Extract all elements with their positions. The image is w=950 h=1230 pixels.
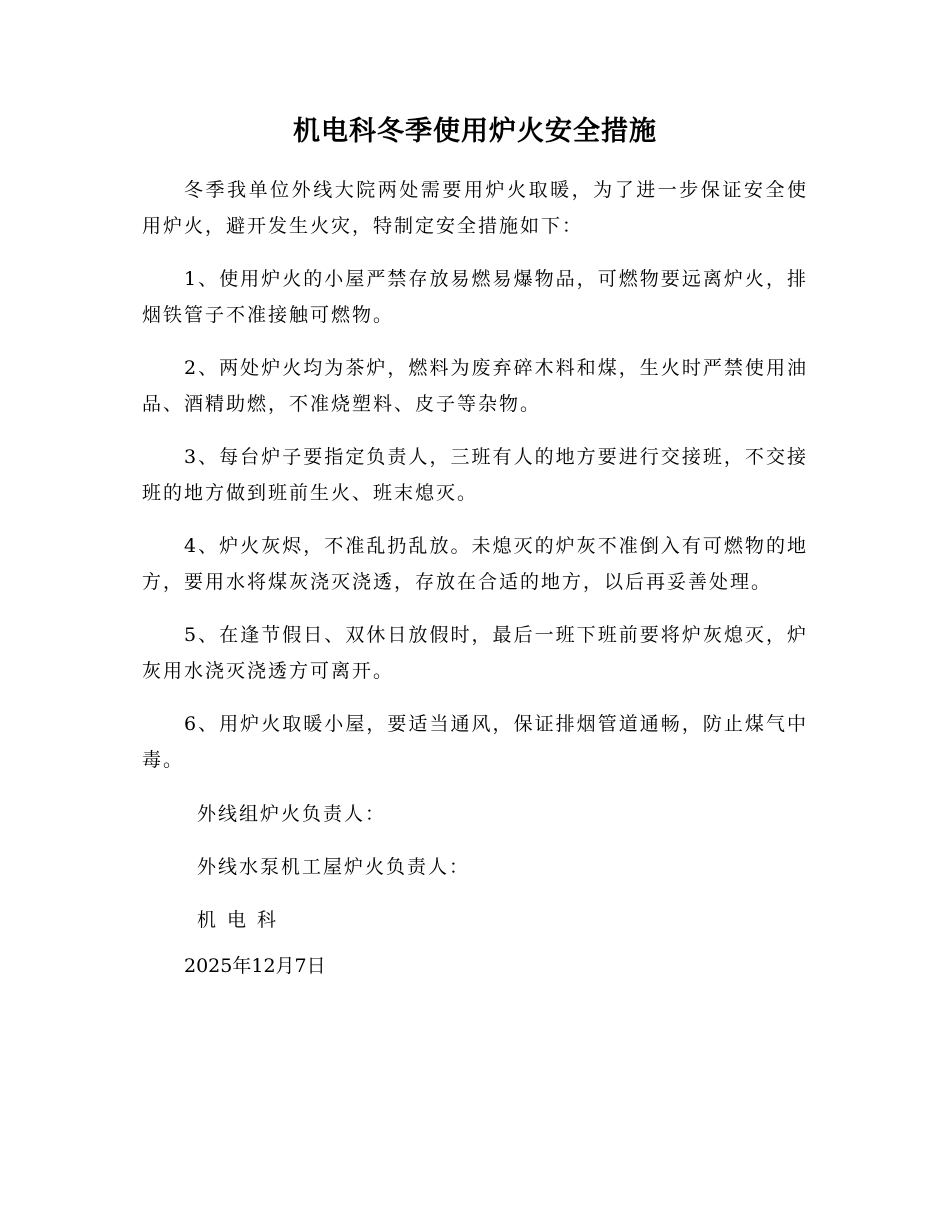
measure-item-4: 4、炉火灰烬，不准乱扔乱放。未熄灭的炉灰不准倒入有可燃物的地方，要用水将煤灰浇灭浇透，存放在合适的地方，以后再妥善处理。 (142, 535, 808, 593)
department-signature: 机电科 (197, 909, 288, 931)
measure-item-6: 6、用炉火取暖小屋，要适当通风，保证排烟管道通畅，防止煤气中毒。 (142, 713, 808, 771)
intro-paragraph: 冬季我单位外线大院两处需要用炉火取暖，为了进一步保证安全使用炉火，避开发生火灾，特制定安全措施如下： (142, 179, 808, 237)
measure-item-2: 2、两处炉火均为茶炉，燃料为废弃碎木料和煤，生火时严禁使用油品、酒精助燃，不准烧塑料、皮子等杂物。 (142, 357, 808, 415)
group-owner-signature-line: 外线组炉火负责人： (197, 803, 387, 825)
document-title: 机电科冬季使用炉火安全措施 (293, 116, 657, 147)
measure-item-1: 1、使用炉火的小屋严禁存放易燃易爆物品，可燃物要远离炉火，排烟铁管子不准接触可燃物。 (142, 268, 808, 326)
pump-owner-signature-line: 外线水泵机工屋炉火负责人： (197, 856, 471, 878)
measure-item-5: 5、在逢节假日、双休日放假时，最后一班下班前要将炉灰熄灭，炉灰用水浇灭浇透方可离开。 (142, 624, 808, 682)
document-date: 2025年12月7日 (184, 955, 326, 977)
measure-item-3: 3、每台炉子要指定负责人，三班有人的地方要进行交接班，不交接班的地方做到班前生火、班末熄灭。 (142, 446, 808, 504)
